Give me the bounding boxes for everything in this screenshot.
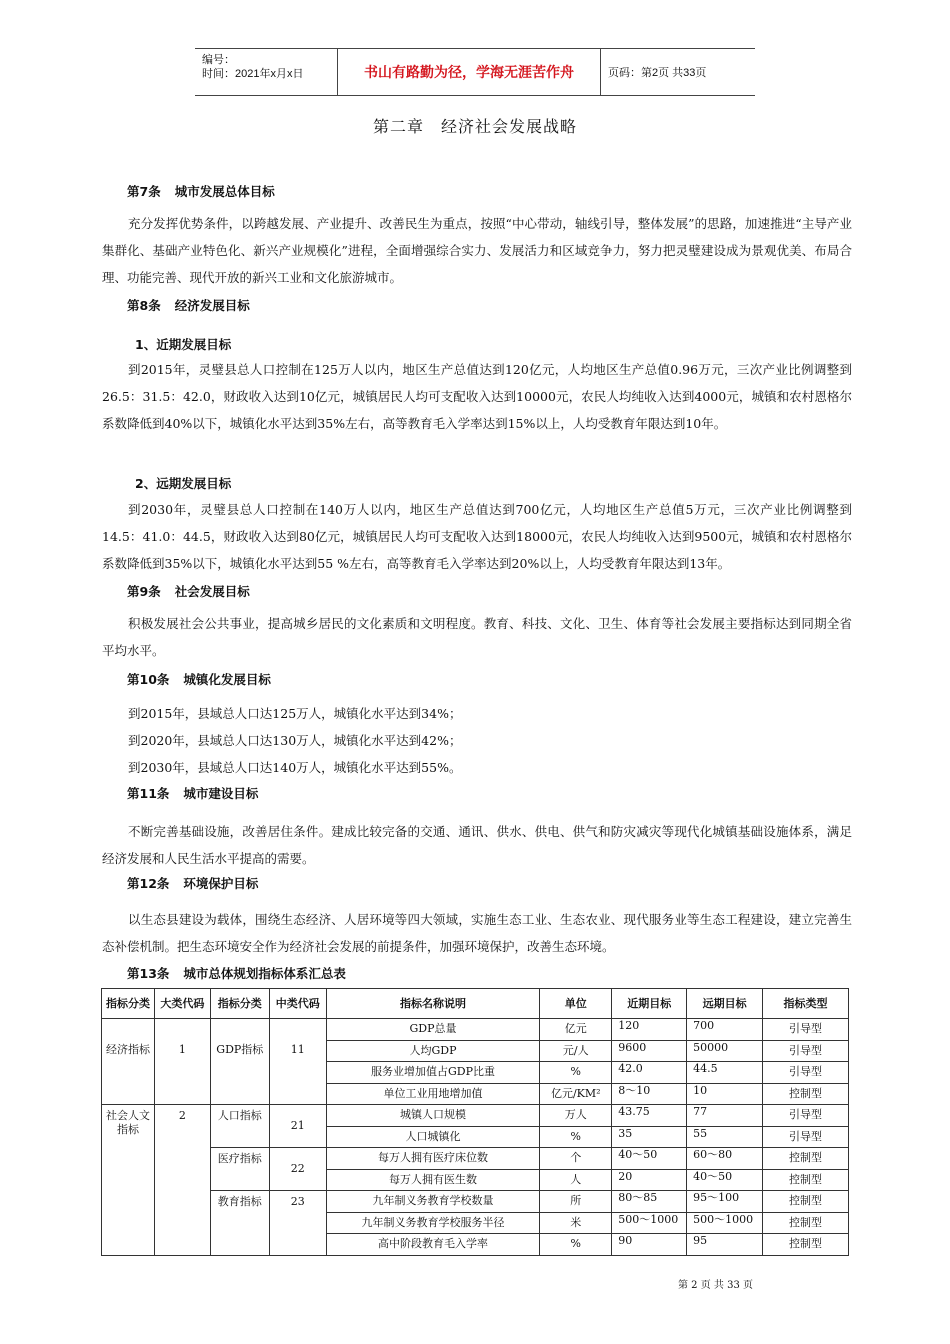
indicator-type: 控制型 (763, 1234, 849, 1256)
article-12-heading (127, 874, 258, 892)
article-9-text: 积极发展社会公共事业，提高城乡居民的文化素质和文明程度。教育、科技、文化、卫生、体育等社会发展主要指标达到同期全省平均水平。 (102, 616, 852, 658)
article-number: 第11条 (127, 786, 170, 801)
indicator-type: 控制型 (763, 1148, 849, 1170)
indicator-type: 控制型 (763, 1083, 849, 1105)
indicator-name: GDP总量 (326, 1019, 540, 1041)
col-header: 远期目标 (687, 989, 763, 1019)
category-code-cell: 2 (154, 1105, 210, 1256)
long-target: 60～80 (687, 1148, 763, 1170)
subcategory-code-cell: 23 (269, 1191, 326, 1256)
page-footer: 第 2 页 共 33 页 (678, 1280, 753, 1291)
unit-cell: 亿元 (540, 1019, 612, 1041)
indicator-name: 单位工业用地增加值 (326, 1083, 540, 1105)
long-target: 500～1000 (687, 1212, 763, 1234)
subcategory-code-cell: 22 (269, 1148, 326, 1191)
article-number: 第7条 (127, 184, 161, 199)
near-target: 8～10 (612, 1083, 687, 1105)
indicator-type: 引导型 (763, 1062, 849, 1084)
unit-cell: 元/人 (540, 1040, 612, 1062)
indicator-type: 引导型 (763, 1040, 849, 1062)
col-header: 大类代码 (154, 989, 210, 1019)
near-target: 120 (612, 1019, 687, 1041)
subcategory-code-cell: 11 (269, 1019, 326, 1105)
article-number: 第12条 (127, 876, 170, 891)
long-target: 10 (687, 1083, 763, 1105)
article-11-heading (127, 784, 258, 802)
article-13-heading (127, 964, 346, 982)
indicator-table (101, 988, 849, 1256)
long-target: 55 (687, 1126, 763, 1148)
indicator-name: 九年制义务教育学校服务半径 (326, 1212, 540, 1234)
article-title: 城市建设目标 (183, 786, 259, 801)
indicator-type: 引导型 (763, 1126, 849, 1148)
urbanization-line: 到2020年，县域总人口达130万人，城镇化水平达到42%； (128, 733, 462, 748)
col-header: 指标类型 (763, 989, 849, 1019)
category-code-cell: 1 (154, 1019, 210, 1105)
long-target: 700 (687, 1019, 763, 1041)
category-cell: 经济指标 (102, 1019, 155, 1105)
article-title: 城镇化发展目标 (183, 672, 271, 687)
table-row (102, 1019, 849, 1041)
article-number: 第10条 (127, 672, 170, 687)
indicator-name: 高中阶段教育毛入学率 (326, 1234, 540, 1256)
long-target: 44.5 (687, 1062, 763, 1084)
article-12-text: 以生态县建设为载体，围绕生态经济、人居环境等四大领域，实施生态工业、生态农业、现代服务业等生态工程建设，建立完善生态补偿机制。把生态环境安全作为经济社会发展的前提条件，加强环境保护，改善生态环境。 (102, 912, 852, 954)
article-number: 第9条 (127, 584, 161, 599)
col-header: 中类代码 (269, 989, 326, 1019)
unit-cell: % (540, 1126, 612, 1148)
indicator-type: 引导型 (763, 1019, 849, 1041)
indicator-name: 人口城镇化 (326, 1126, 540, 1148)
subcategory-code-cell: 21 (269, 1105, 326, 1148)
indicator-name: 人均GDP (326, 1040, 540, 1062)
indicator-type: 引导型 (763, 1105, 849, 1127)
long-target: 95～100 (687, 1191, 763, 1213)
unit-cell: 所 (540, 1191, 612, 1213)
article-8-heading (127, 296, 250, 314)
long-target: 50000 (687, 1040, 763, 1062)
article-7-heading (127, 182, 275, 200)
indicator-name: 服务业增加值占GDP比重 (326, 1062, 540, 1084)
long-target: 95 (687, 1234, 763, 1256)
col-header: 指标名称说明 (326, 989, 540, 1019)
near-target: 90 (612, 1234, 687, 1256)
article-title: 城市发展总体目标 (174, 184, 275, 199)
near-target: 43.75 (612, 1105, 687, 1127)
col-header: 指标分类 (102, 989, 155, 1019)
subcategory-cell: GDP指标 (210, 1019, 269, 1105)
table-row (102, 1148, 849, 1170)
article-title: 城市总体规划指标体系汇总表 (183, 966, 346, 981)
header-page: 页码：第2页 共33页 (608, 67, 707, 79)
near-target: 9600 (612, 1040, 687, 1062)
unit-cell: 人 (540, 1169, 612, 1191)
table-row (102, 1105, 849, 1127)
unit-cell: 亿元/KM² (540, 1083, 612, 1105)
unit-cell: 个 (540, 1148, 612, 1170)
near-term-text: 到2015年，灵璧县总人口控制在125万人以内，地区生产总值达到120亿元，人均地区生产总值0.96万元，三次产业比例调整到26.5：31.5：42.0，财政收入达到10亿元，城镇居民人均可支配收入达到10000元，农民人均纯收入达到4000元，城镇和农村恩格尔系数降低到40%以下，城镇化水平达到35%左右，高等教育毛入学率达到15%以上，人均受教育年限达到10年。 (102, 362, 852, 431)
page-header (195, 48, 755, 96)
header-number: 编号： (202, 54, 235, 66)
col-header: 指标分类 (210, 989, 269, 1019)
article-11-text: 不断完善基础设施，改善居住条件。建成比较完备的交通、通讯、供水、供电、供气和防灾减灾等现代化城镇基础设施体系，满足经济发展和人民生活水平提高的需要。 (102, 824, 852, 866)
unit-cell: 米 (540, 1212, 612, 1234)
category-cell: 社会人文指标 (102, 1105, 155, 1256)
chapter-title: 第二章 经济社会发展战略 (372, 117, 577, 136)
table-header-row (102, 989, 849, 1019)
indicator-name: 九年制义务教育学校数量 (326, 1191, 540, 1213)
near-target: 35 (612, 1126, 687, 1148)
header-meta (195, 49, 338, 95)
article-title: 环境保护目标 (183, 876, 259, 891)
near-target: 80～85 (612, 1191, 687, 1213)
indicator-type: 控制型 (763, 1169, 849, 1191)
indicator-type: 控制型 (763, 1212, 849, 1234)
near-target: 40～50 (612, 1148, 687, 1170)
article-number: 第8条 (127, 298, 161, 313)
article-number: 第13条 (127, 966, 170, 981)
article-9-heading (127, 582, 250, 600)
header-motto: 书山有路勤为径，学海无涯苦作舟 (338, 49, 601, 95)
long-target: 40～50 (687, 1169, 763, 1191)
near-target: 20 (612, 1169, 687, 1191)
subcategory-cell: 人口指标 (210, 1105, 269, 1148)
subcategory-cell: 教育指标 (210, 1191, 269, 1256)
indicator-type: 控制型 (763, 1191, 849, 1213)
urbanization-line: 到2015年，县域总人口达125万人，城镇化水平达到34%； (128, 706, 462, 721)
article-title: 经济发展目标 (174, 298, 250, 313)
header-time: 时间：2021年x月x日 (202, 68, 304, 80)
indicator-name: 每万人拥有医生数 (326, 1169, 540, 1191)
near-target: 42.0 (612, 1062, 687, 1084)
article-7-text: 充分发挥优势条件，以跨越发展、产业提升、改善民生为重点，按照“中心带动，轴线引导，整体发展”的思路，加速推进“主导产业集群化、基础产业特色化、新兴产业规模化”进程，全面增强综合实力、发展活力和区域竞争力，努力把灵璧建设成为景观优美、布局合理、功能完善、现代开放的新兴工业和文化旅游城市。 (102, 216, 852, 285)
long-term-heading: 2、远期发展目标 (135, 476, 232, 491)
indicator-name: 每万人拥有医疗床位数 (326, 1148, 540, 1170)
unit-cell: % (540, 1062, 612, 1084)
long-term-text: 到2030年，灵璧县总人口控制在140万人以内，地区生产总值达到700亿元，人均地区生产总值5万元，三次产业比例调整到14.5：41.0：44.5，财政收入达到80亿元，城镇居民人均可支配收入达到18000元，农民人均纯收入达到9500元，城镇和农村恩格尔系数降低到35%以下，城镇化水平达到55 %左右，高等教育毛入学率达到20%以上，人均受教育年限达到13年。 (102, 502, 852, 571)
indicator-name: 城镇人口规模 (326, 1105, 540, 1127)
near-term-heading: 1、近期发展目标 (135, 337, 232, 352)
article-10-heading (127, 670, 271, 688)
article-title: 社会发展目标 (174, 584, 250, 599)
subcategory-cell: 医疗指标 (210, 1148, 269, 1191)
table-row (102, 1191, 849, 1213)
near-target: 500～1000 (612, 1212, 687, 1234)
unit-cell: 万人 (540, 1105, 612, 1127)
col-header: 单位 (540, 989, 612, 1019)
unit-cell: % (540, 1234, 612, 1256)
urbanization-line: 到2030年，县域总人口达140万人，城镇化水平达到55%。 (128, 760, 462, 775)
long-target: 77 (687, 1105, 763, 1127)
col-header: 近期目标 (612, 989, 687, 1019)
